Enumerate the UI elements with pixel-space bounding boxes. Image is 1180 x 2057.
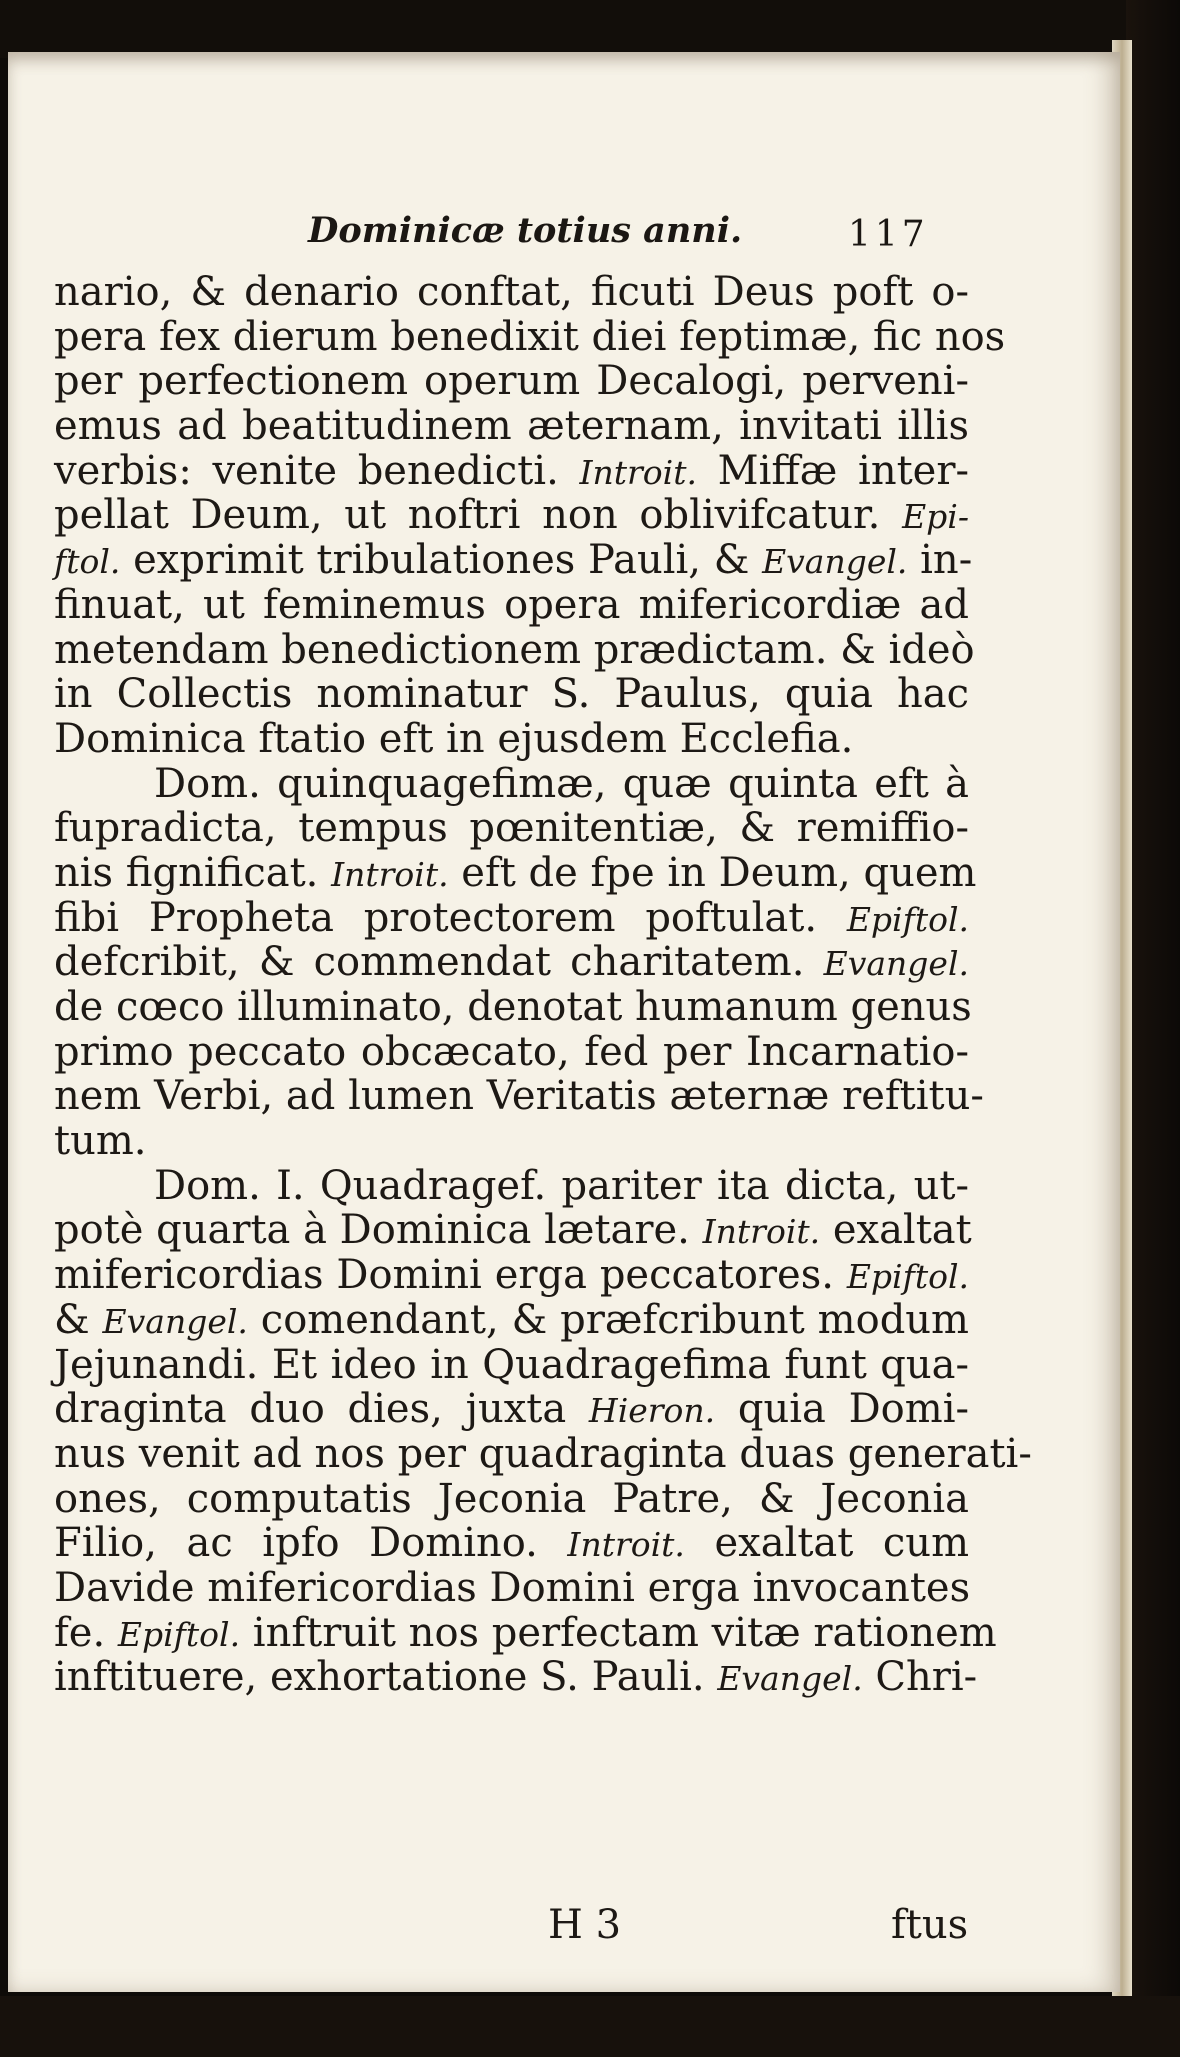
- text-run: finuat, ut feminemus opera mifericordiæ ad: [54, 581, 969, 628]
- text-run: inftruit nos perfectam vitæ rationem: [240, 1609, 997, 1656]
- text-run: defcribit, & commendat charitatem.: [54, 939, 824, 986]
- text-line: [54, 626, 975, 673]
- text-run: tum.: [54, 1118, 147, 1165]
- text-run: Miffæ inter-: [696, 447, 969, 494]
- text-run: exaltat cum: [684, 1520, 969, 1567]
- text-run: comendant, & præfcribunt modum: [247, 1296, 969, 1343]
- text-line: [54, 449, 969, 494]
- text-line: [54, 940, 969, 985]
- text-run: pera fex dierum benedixit diei feptimæ, fic nos: [54, 313, 1006, 360]
- section-label: Evangel.: [762, 542, 908, 582]
- text-run: exprimit tribulationes Pauli, &: [120, 537, 763, 584]
- text-run: ones, computatis Jeconia Patre, & Jeconia: [54, 1475, 969, 1522]
- page-header: [8, 170, 1120, 270]
- running-title: Dominicæ totius anni.: [308, 210, 743, 251]
- text-line: [54, 1030, 969, 1075]
- text-line: [54, 1253, 969, 1298]
- text-line: [54, 984, 972, 1030]
- text-line: [54, 1298, 969, 1343]
- section-label: Epiftol.: [117, 1614, 241, 1654]
- text-line: [54, 849, 977, 896]
- text-line: [54, 270, 969, 315]
- text-run: nario, & denario conftat, ficuti Deus poft o-: [54, 269, 969, 315]
- text-run: de cœco illuminato, denotat humanum genus: [54, 984, 972, 1030]
- text-line: [54, 806, 969, 851]
- section-label: Hieron.: [588, 1391, 716, 1431]
- text-line: [54, 1566, 969, 1611]
- section-label: Introit.: [579, 452, 697, 492]
- signature-mark: H 3: [548, 1902, 622, 1948]
- text-line: [54, 762, 969, 807]
- text-line: [54, 359, 969, 404]
- text-line: [54, 1521, 969, 1566]
- text-line: [54, 1207, 972, 1254]
- text-run: Davide mifericordias Domini erga invocantes: [54, 1564, 971, 1611]
- text-line: [54, 1609, 997, 1656]
- text-run: quia Domi-: [715, 1386, 969, 1433]
- text-line: [54, 672, 969, 717]
- text-line: [54, 1164, 969, 1209]
- page-footer: [8, 1902, 1120, 1952]
- text-run: fe.: [54, 1609, 118, 1656]
- text-run: metendam benedictionem prædictam. & ideò: [54, 626, 975, 673]
- catchword: ftus: [891, 1902, 969, 1948]
- text-run: exaltat: [820, 1207, 972, 1254]
- section-label: Evangel.: [102, 1301, 248, 1341]
- text-run: potè quarta à Dominica lætare.: [54, 1207, 703, 1254]
- text-line: [54, 313, 1006, 360]
- text-run: Chri-: [862, 1654, 978, 1701]
- text-line: [54, 1430, 1032, 1477]
- text-line: [54, 717, 969, 762]
- scan-bottom-margin: [0, 1996, 1180, 2057]
- text-run: inftituere, exhortatione S. Pauli.: [54, 1654, 718, 1701]
- text-run: per perfectionem operum Decalogi, perveni-: [54, 358, 969, 405]
- text-line: [54, 1119, 969, 1164]
- text-line: [54, 537, 973, 584]
- text-run: primo peccato obcæcato, fed per Incarnatio-: [54, 1028, 969, 1075]
- body-text: [54, 269, 1032, 1701]
- text-line: [54, 896, 969, 941]
- text-run: eft de fpe in Deum, quem: [448, 849, 977, 896]
- text-run: pellat Deum, ut noftri non oblivifcatur.: [54, 492, 903, 539]
- text-run: &: [54, 1296, 103, 1343]
- text-run: draginta duo dies, juxta: [54, 1386, 589, 1433]
- text-line: [54, 1477, 969, 1522]
- scan-top-margin: [0, 0, 1180, 58]
- section-label: Evangel.: [823, 944, 969, 984]
- text-line: [54, 1073, 984, 1120]
- text-run: nis fignificat.: [54, 849, 332, 896]
- section-label: ftol.: [54, 542, 121, 582]
- section-label: Introit.: [567, 1525, 685, 1565]
- text-run: Dom. I. Quadragef. pariter ita dicta, ut-: [154, 1162, 969, 1209]
- text-run: Filio, ac ipfo Domino.: [54, 1520, 568, 1567]
- page-number: 117: [848, 214, 929, 255]
- text-run: fibi Propheta protectorem poftulat.: [54, 894, 847, 941]
- text-run: Dom. quinquagefimæ, quæ quinta eft à: [154, 760, 969, 807]
- text-line: [54, 1654, 978, 1701]
- section-label: Epiftol.: [846, 1257, 969, 1297]
- section-label: Introit.: [331, 854, 449, 894]
- text-run: verbis: venite benedicti.: [54, 447, 580, 494]
- text-run: nem Verbi, ad lumen Veritatis æternæ reftitu-: [54, 1073, 984, 1120]
- text-line: [54, 1343, 969, 1388]
- book-page: [8, 52, 1120, 1992]
- text-line: [54, 1387, 969, 1432]
- text-line: [54, 583, 969, 628]
- text-run: fupradicta, tempus pœnitentiæ, & remiffio-: [54, 805, 969, 852]
- text-run: nus venit ad nos per quadraginta duas generati-: [54, 1430, 1032, 1477]
- section-label: Epiftol.: [846, 899, 969, 939]
- text-line: [54, 493, 969, 538]
- text-line: [54, 404, 969, 449]
- section-label: Epi-: [902, 497, 969, 537]
- section-label: Introit.: [702, 1212, 821, 1252]
- book-spine: [1126, 0, 1180, 2057]
- text-run: in-: [907, 537, 973, 584]
- text-run: Jejunandi. Et ideo in Quadragefima funt qua-: [54, 1341, 969, 1388]
- text-run: emus ad beatitudinem æternam, invitati illis: [54, 403, 969, 450]
- section-label: Evangel.: [717, 1659, 863, 1699]
- text-run: Dominica ftatio eft in ejusdem Ecclefia.: [54, 715, 854, 762]
- text-run: in Collectis nominatur S. Paulus, quia hac: [54, 671, 969, 718]
- text-run: mifericordias Domini erga peccatores.: [54, 1252, 847, 1299]
